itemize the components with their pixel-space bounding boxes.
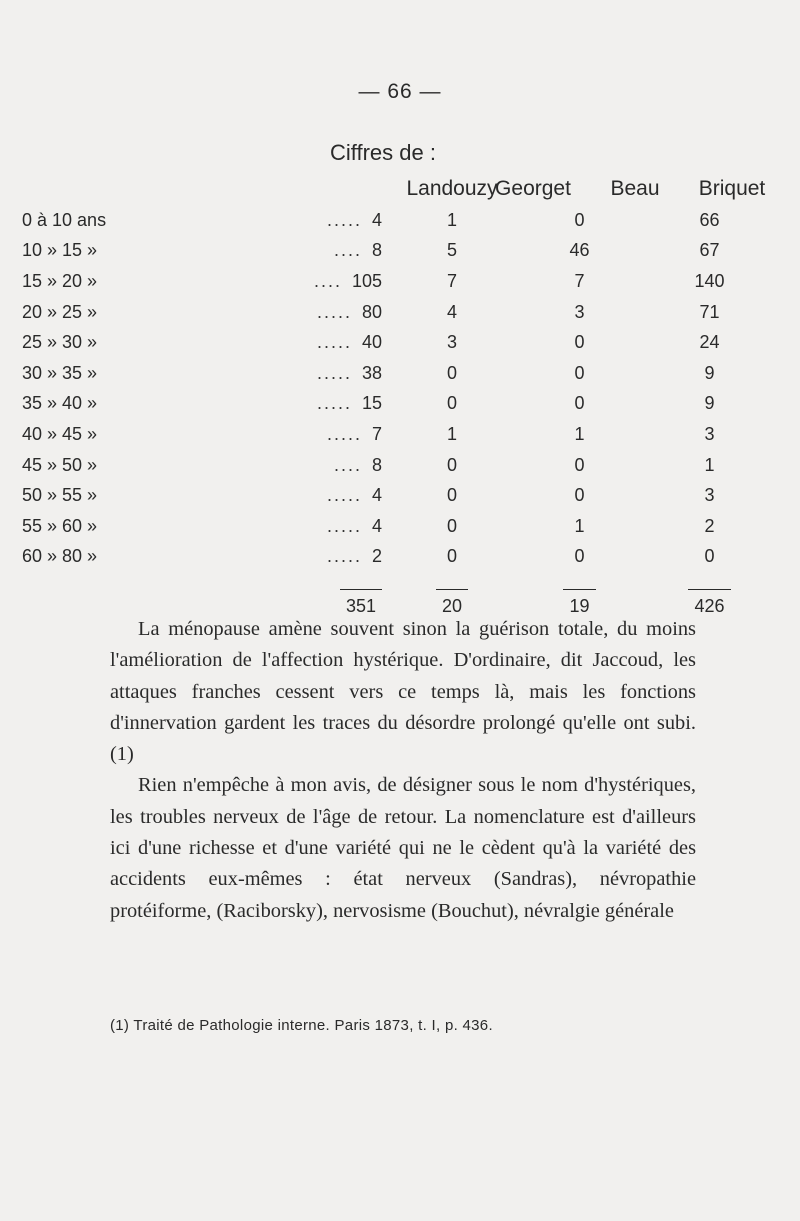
cell-beau: 0: [574, 362, 585, 383]
cell-briquet: 3: [704, 423, 715, 444]
leader-dots: .....: [316, 393, 352, 414]
header-landouzy: Landouzy: [406, 177, 498, 200]
age-range: 20 » 25 »: [22, 301, 98, 322]
age-range: 0 à 10 ans: [22, 209, 107, 230]
header-briquet: Briquet: [698, 177, 766, 200]
cell-landouzy: 40: [361, 332, 382, 353]
leader-dots: .....: [326, 515, 362, 536]
cell-beau: 0: [574, 485, 585, 506]
age-range: 35 » 40 »: [22, 393, 98, 414]
cell-beau: 1: [574, 423, 585, 444]
age-range: 25 » 30 »: [22, 332, 98, 353]
table-row: [22, 419, 782, 450]
cell-briquet: 67: [699, 240, 720, 261]
cell-beau: 3: [574, 301, 585, 322]
leader-dots: .....: [326, 485, 362, 506]
header-georget: Georget: [495, 177, 571, 200]
leader-dots: ....: [333, 240, 362, 261]
table-row: [22, 297, 782, 328]
cell-beau: 0: [574, 454, 585, 475]
cell-landouzy: 4: [371, 515, 382, 536]
cell-briquet: 24: [699, 332, 720, 353]
cell-landouzy: 2: [371, 546, 382, 567]
table-row: [22, 236, 782, 267]
cell-beau: 46: [569, 240, 590, 261]
cell-beau: 0: [574, 546, 585, 567]
cell-briquet: 0: [704, 546, 715, 567]
cell-georget: 1: [446, 209, 457, 230]
cell-georget: 0: [446, 454, 457, 475]
cell-beau: 7: [574, 270, 585, 291]
table-row: [22, 327, 782, 358]
footnote: (1) Traité de Pathologie interne. Paris 1873, t. I, p. 436.: [110, 1017, 493, 1034]
cell-briquet: 66: [699, 209, 720, 230]
cell-briquet: 9: [704, 393, 715, 414]
total-landouzy: 351: [340, 589, 382, 617]
cell-georget: 0: [446, 362, 457, 383]
leader-dots: .....: [326, 546, 362, 567]
table-row: [22, 480, 782, 511]
cell-georget: 4: [446, 301, 457, 322]
cell-georget: 0: [446, 393, 457, 414]
table-row: [22, 511, 782, 542]
cell-briquet: 9: [704, 362, 715, 383]
leader-dots: ....: [313, 270, 342, 291]
cell-landouzy: 80: [361, 301, 382, 322]
cell-landouzy: 4: [371, 209, 382, 230]
header-beau: Beau: [610, 177, 660, 200]
cell-georget: 0: [446, 546, 457, 567]
age-range: 60 » 80 »: [22, 546, 98, 567]
table-row: [22, 450, 782, 481]
cell-georget: 5: [446, 240, 457, 261]
leader-dots: ....: [333, 454, 362, 475]
table-row: [22, 542, 782, 573]
leader-dots: .....: [316, 362, 352, 383]
cell-georget: 7: [446, 270, 457, 291]
cell-georget: 0: [446, 485, 457, 506]
table-row: [22, 389, 782, 420]
cell-landouzy: 8: [371, 240, 382, 261]
cell-briquet: 3: [704, 485, 715, 506]
cell-georget: 0: [446, 515, 457, 536]
cell-beau: 0: [574, 209, 585, 230]
paragraph: La ménopause amène souvent sinon la guérison totale, du moins l'amélioration de l'affection hystérique. D'ordinaire, dit Jaccoud, les attaques franches cessent vers ce temps là, mais les fonctions d'innervation gardent les traces du désordre prolongé qu'elle ont subi. (1): [110, 618, 696, 766]
age-range: 10 » 15 »: [22, 240, 98, 261]
cell-landouzy: 38: [361, 362, 382, 383]
cell-briquet: 71: [699, 301, 720, 322]
cell-landouzy: 4: [371, 485, 382, 506]
cell-georget: 3: [446, 332, 457, 353]
age-range: 45 » 50 »: [22, 454, 98, 475]
age-range: 15 » 20 »: [22, 270, 98, 291]
leader-dots: .....: [326, 423, 362, 444]
table-caption: Ciffres de :: [330, 140, 436, 165]
paragraph: Rien n'empêche à mon avis, de désigner sous le nom d'hystériques, les troubles nerveux de l'âge de retour. La nomenclature est d'ailleurs ici d'une richesse et d'une variété qui ne le cèdent qu'à la variété des accidents eux-mêmes : état nerveux (Sandras), névropathie protéiforme, (Raciborsky), nervosisme (Bouchut), névralgie générale: [110, 774, 696, 922]
age-range: 30 » 35 »: [22, 362, 98, 383]
table-row: [22, 205, 782, 236]
statistics-table: [22, 205, 782, 618]
table-row: [22, 266, 782, 297]
cell-briquet: 1: [704, 454, 715, 475]
total-briquet: 426: [688, 589, 730, 617]
cell-landouzy: 7: [371, 423, 382, 444]
page-number: — 66 —: [358, 80, 442, 103]
age-range: 40 » 45 »: [22, 423, 98, 444]
total-georget: 20: [436, 589, 468, 617]
cell-briquet: 140: [694, 270, 725, 291]
age-range: 50 » 55 »: [22, 485, 98, 506]
cell-landouzy: 15: [361, 393, 382, 414]
body-text: [110, 614, 696, 927]
totals-row: [22, 572, 782, 618]
leader-dots: .....: [316, 301, 352, 322]
age-range: 55 » 60 »: [22, 515, 98, 536]
cell-georget: 1: [446, 423, 457, 444]
table-row: [22, 358, 782, 389]
cell-landouzy: 105: [351, 270, 382, 291]
cell-beau: 0: [574, 332, 585, 353]
total-beau: 19: [563, 589, 595, 617]
cell-beau: 0: [574, 393, 585, 414]
leader-dots: .....: [316, 332, 352, 353]
cell-briquet: 2: [704, 515, 715, 536]
leader-dots: .....: [326, 209, 362, 230]
cell-landouzy: 8: [371, 454, 382, 475]
cell-beau: 1: [574, 515, 585, 536]
